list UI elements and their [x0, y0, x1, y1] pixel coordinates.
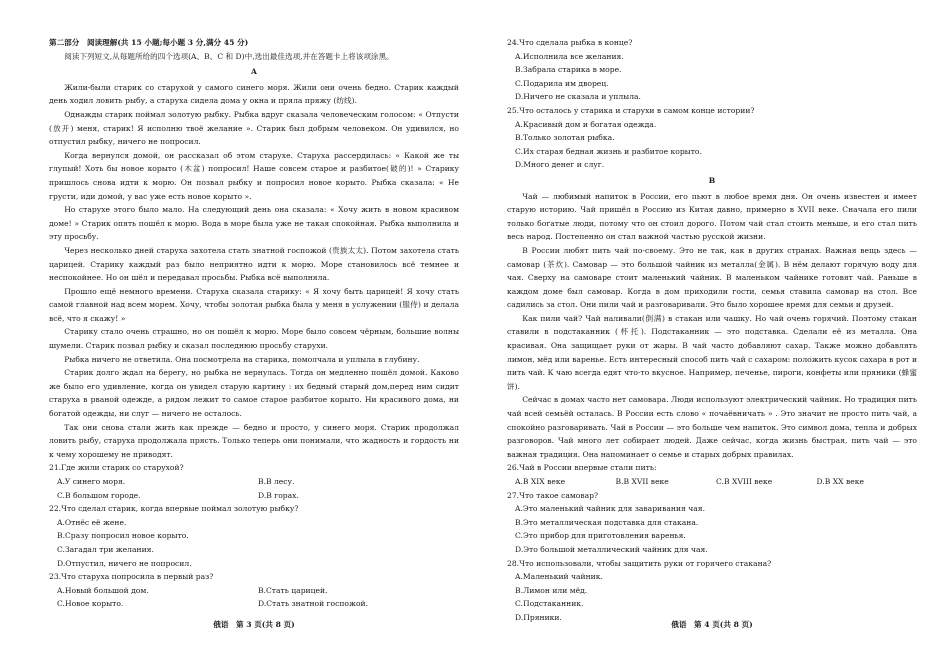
option-d: D.В XX веке — [816, 477, 864, 486]
option-c: C.Новое корыто. — [57, 599, 124, 609]
option-a: A.Красивый дом и богатая одежда. — [515, 119, 657, 129]
option-a: A.У синего моря. — [57, 477, 126, 486]
question-24: 24.Что сделала рыбка в конце? — [507, 38, 633, 47]
question-23: 23.Что старуха попросила в первый раз? — [49, 572, 214, 582]
option-a: A.Отнёс её жене. — [57, 517, 127, 527]
option-c: C.Загадал три желания. — [57, 544, 154, 554]
passage-a-paragraph: Так они снова стали жить как прежде — бедно и просто, у синего моря. Старик продолжал ловить рыбу, старуха продолжала прясть. Только теперь они понимали, что жадность и гордость ни к чему хорошему не приводят. — [49, 422, 459, 459]
passage-a-paragraph: Старику стало очень страшно, но он пошёл к морю. Море было совсем чёрным, большие волны шумели. Старик позвал рыбку и сказал последнюю просьбу старухи. — [49, 327, 459, 351]
option-d: D.Стать знатной госпожой. — [258, 599, 369, 609]
option-c: C.В XVIII веке — [716, 477, 773, 486]
section-header: 第二部分 阅读理解(共 15 小题;每小题 3 分,满分 45 分) — [49, 38, 249, 47]
option-d: D.Это большой металлический чайник для чая. — [515, 544, 708, 554]
option-b: B.Забрала старика в море. — [515, 65, 622, 75]
page-footer-left: 俄语 第 3 页(共 8 页) — [213, 620, 295, 629]
option-d: D.Ничего не сказала и уплыла. — [515, 92, 641, 102]
option-d: D.Пряники. — [515, 612, 562, 622]
option-c: C.Их старая бедная жизнь и разбитое корыто. — [515, 146, 702, 156]
option-a: A.В XIX веке — [515, 477, 566, 486]
question-23-options — [49, 597, 459, 611]
question-23-options — [49, 584, 459, 598]
option-b: B.Лимон или мёд. — [515, 585, 588, 595]
passage-a-paragraph: Но старухе этого было мало. На следующий день она сказала: « Хочу жить в новом красивом доме! » Старик опять пошёл к морю. Вода в море была уже не такая спокойная. Рыбка выполнила и эту просьбу. — [49, 205, 459, 242]
option-b: B.В лесу. — [258, 477, 295, 486]
option-d: D.В горах. — [258, 490, 299, 500]
option-b: B.Это металлическая подставка для стакана. — [515, 517, 699, 527]
passage-a-paragraph: Через несколько дней старуха захотела стать знатной госпожой (贵族太太). Потом захотела стать царицей. Старику каждый раз было неприятно идти к морю. Море становилось всё темнее и неспокойнее. Но он шёл и передавал просьбы. Рыбка всё выполняла. — [49, 245, 459, 283]
option-b: B.Сразу попросил новое корыто. — [57, 531, 189, 541]
question-28: 28.Что использовали, чтобы защитить руки от горячего стакана? — [507, 558, 772, 568]
option-a: A.Маленький чайник. — [515, 572, 603, 582]
option-c: C.Подстаканник. — [515, 599, 584, 609]
passage-b-paragraph: Как пили чай? Чай наливали(倒满) в стакан или чашку. Но чай очень горячий. Поэтому стакан ставили в подстаканник (杯托). Подстаканник — это подставка. Сделали её из металла. Она красивая. Она защищает руки от жары. В чай часто добавляют сахар. Также можно добавлять лимон, мёд или варенье. Есть интересный способ пить чай с сахаром: положить кусок сахара в рот и пить чай. К чаю всегда едят что-то вкусное. Например, печенье, пироги, конфеты или пряники (蜂蜜饼). — [507, 313, 917, 391]
passage-a-paragraph: Прошло ещё немного времени. Старуха сказала старику: « Я хочу быть царицей! Я хочу стать самой главной над всем морем. Хочу, чтобы золотая рыбка была у меня в услужении (服侍) и делала всё, что я скажу! » — [49, 286, 459, 323]
right-column — [507, 36, 917, 625]
passage-a-paragraph: Жили-были старик со старухой у самого синего моря. Жили они очень бедно. Старик каждый день ходил ловить рыбу, а старуха сидела дома у окна и пряла пряжу (纺线). — [49, 82, 459, 106]
question-21-options — [49, 489, 459, 503]
question-26-options — [507, 475, 917, 489]
option-a: A.Это маленький чайник для заваривания чая. — [515, 504, 705, 514]
passage-b-paragraph: Чай — любимый напиток в России, его пьют в любое время дня. Он очень известен и имеет старую историю. Чай пришёл в Россию из Китая давно, примерно в XVII веке. Сначала его пили только богатые люди, потому что он стоил дорого. Потом чай стал стоить меньше, и его стал пить весь народ. Постепенно он стал важной частью русской жизни. — [507, 191, 917, 242]
option-b: B.Только золотая рыбка. — [515, 133, 615, 143]
question-22: 22.Что сделал старик, когда впервые поймал золотую рыбку? — [49, 504, 299, 514]
passage-a-paragraph: Когда вернулся домой, он рассказал об этом старухе. Старуха рассердилась: « Какой же ты глупый! Хоть бы новое корыто (木盆) попросил! Наше совсем старое и разбитое(破的)! » Старику пришлось снова идти к морю. Он позвал рыбку и попросил новое корыто. Рыбка сказала: « Не грусти, иди домой, у вас уже есть новое корыто ». — [49, 150, 459, 201]
question-25: 25.Что осталось у старика и старухи в самом конце истории? — [507, 105, 755, 115]
option-c: C.В большом городе. — [57, 490, 141, 500]
option-d: D.Много денег и слуг. — [515, 160, 605, 170]
left-column — [49, 36, 459, 611]
instructions: 阅读下列短文,从每题所给的四个选项(A、B、C 和 D)中,选出最佳选项,并在答题卡上将该项涂黑。 — [64, 51, 394, 61]
option-c: C.Это прибор для приготовления варенья. — [515, 531, 686, 541]
option-a: A.Новый большой дом. — [57, 585, 149, 595]
question-21: 21.Где жили старик со старухой? — [49, 463, 184, 473]
passage-a-paragraph: Однажды старик поймал золотую рыбку. Рыбка вдруг сказала человеческим голосом: « Отпусти (放开) меня, старик! Я исполню твоё желание ». Старик был добрым человеком. Он удивился, но отпустил рыбку, ничего не попросил. — [49, 109, 459, 147]
passage-b-paragraph: Сейчас в домах часто нет самовара. Люди используют электрический чайник. Но традиция пить чай всей семьёй осталась. В России есть слово « почаёвничать » . Это значит не просто пить чай, а спокойно разговаривать. Чай в России — это больше чем напиток. Это символ дома, тепла и добрых разговоров. Чай много лет собирает людей. Даже сейчас, когда жизнь быстрая, пить чай — это важная традиция. Она напоминает о семье и старых добрых правилах. — [507, 395, 917, 459]
option-c: C.Подарила им дворец. — [515, 78, 609, 88]
passage-a-title: A — [251, 67, 257, 77]
question-21-options — [49, 475, 459, 489]
passage-b-title: B — [708, 175, 716, 185]
option-b: B.Стать царицей. — [258, 585, 328, 595]
passage-a-paragraph: Рыбка ничего не ответила. Она посмотрела на старика, помолчала и уплыла в глубину. — [64, 354, 420, 364]
passage-b-paragraph: В России любят пить чай по-своему. Это не так, как в других странах. Важная вещь здесь — самовар (茶炊). Самовар — это большой чайник из металла(金属). В нём делают горячую воду для чая. Сверху на самоваре стоит маленький чайник. В маленьком чайнике готовят чай. Раньше в каждом доме был самовар. Когда в дом приходили гости, семья ставила самовар на стол. Все садились за стол. Они пили чай и разговаривали. Это было хорошее время для семьи и друзей. — [507, 245, 917, 310]
option-d: D.Отпустил, ничего не попросил. — [57, 558, 192, 568]
option-a: A.Исполнила все желания. — [515, 51, 624, 61]
passage-a-paragraph: Старик долго ждал на берегу, но рыбка не вернулась. Тогда он медленно пошёл домой. Каково же было его удивление, когда он увидел старую картину : их бедный старый дом,перед ним сидит старуха в рваной одежде, а рядом лежит то самое старое разбитое корыто. Ни красивого дома, ни богатой одежды, ни слуг — ничего не осталось. — [49, 368, 459, 419]
option-b: B.В XVII веке — [615, 477, 669, 486]
question-26: 26.Чай в России впервые стали пить: — [507, 463, 657, 473]
page-footer-right: 俄语 第 4 页(共 8 页) — [671, 620, 753, 629]
question-27: 27.Что такое самовар? — [507, 490, 599, 500]
